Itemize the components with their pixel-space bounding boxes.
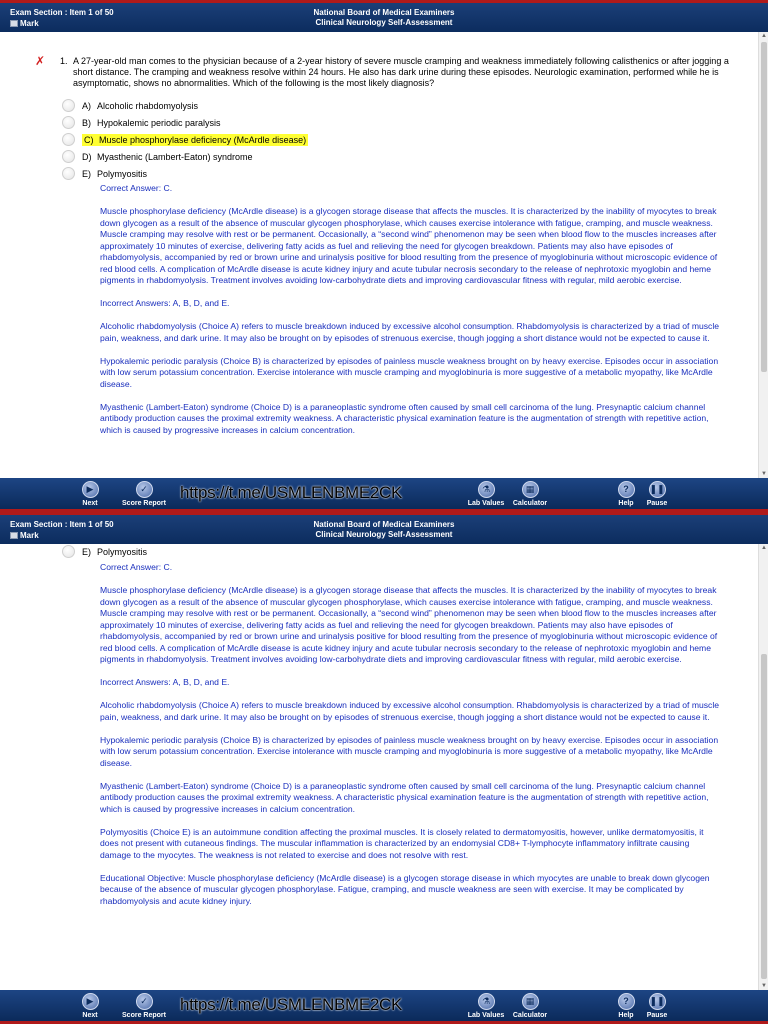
header-bar (0, 0, 768, 32)
exam-name: Clinical Neurology Self-Assessment (315, 530, 453, 539)
explanation-choice-d: Myasthenic (Lambert-Eaton) syndrome (Choice D) is a paraneoplastic syndrome often caused by small cell carcinoma of the lung. Presynaptic calcium channel antibody production causes the proximal extremity weakness. A characteristic physical examination feature is the augmentation of strength with repetitive action, which is caused by progressive increases in calcium concentration. (100, 780, 709, 814)
radio-icon[interactable] (62, 99, 75, 112)
answer-option-c[interactable]: C) Muscle phosphorylase deficiency (McArdle disease) (62, 131, 362, 148)
help-icon: ? (618, 481, 635, 498)
pause-button[interactable]: ❚❚ Pause (632, 993, 682, 1019)
section-label: Exam Section : Item 1 of 50 (10, 8, 114, 17)
watermark-link: https://t.me/USMLENBME2CK (180, 483, 403, 502)
calculator-icon: ▦ (522, 993, 539, 1010)
scroll-thumb[interactable] (761, 654, 767, 979)
scroll-down-icon[interactable]: ▼ (761, 983, 767, 989)
exam-title (0, 8, 768, 28)
scroll-up-icon[interactable]: ▲ (761, 545, 767, 551)
play-icon: ▶ (82, 481, 99, 498)
answer-list (62, 97, 362, 182)
mark-label: Mark (20, 19, 39, 28)
radio-icon[interactable] (62, 133, 75, 146)
toolbar (0, 990, 768, 1024)
calculator-button[interactable]: ▦ Calculator (505, 993, 555, 1019)
answer-option-b[interactable]: B) Hypokalemic periodic paralysis (62, 114, 362, 131)
help-icon: ? (618, 993, 635, 1010)
explanation (100, 183, 720, 448)
header-bar (0, 512, 768, 544)
exam-title (0, 520, 768, 540)
lab-values-button[interactable]: ⚗ Lab Values (461, 993, 511, 1019)
scrollbar[interactable] (758, 544, 768, 990)
explanation-choice-e: Polymyositis (Choice E) is an autoimmune condition affecting the proximal muscles. It is closely related to dermatomyositis, however, unlike dermatomyositis, it does not present with cutaneous findings. The muscular inflammation is characterized by an endomysial CD8+ T-lymphocyte inflammatory infiltrate causing damage to the myocytes. The weakness is not related to exercise and does not resolve with rest. (100, 826, 704, 860)
flag-x-icon: ✗ (35, 54, 46, 68)
section-label: Exam Section : Item 1 of 50 (10, 520, 114, 529)
radio-icon[interactable] (62, 150, 75, 163)
org-name: National Board of Medical Examiners (313, 8, 455, 17)
question-content (0, 544, 758, 990)
explanation-choice-b: Hypokalemic periodic paralysis (Choice B) is characterized by episodes of painless muscle weakness brought on by heavy exercise. Episodes occur in association with low serum potassium concentration. Exercise intolerance with muscle cramping and myoglobinuria is more suggestive of a metabolic myopathy, like McArdle disease. (100, 734, 719, 768)
explanation-choice-a: Alcoholic rhabdomyolysis (Choice A) refers to muscle breakdown induced by excessive alcohol consumption. Rhabdomyolysis is characterized by a triad of muscle pain, weakness, and dark urine. It may also be brought on by episodes of strenuous exercise, though jogging a short distance would not be expected to cause it. (100, 700, 720, 722)
pause-button[interactable]: ❚❚ Pause (632, 481, 682, 507)
org-name: National Board of Medical Examiners (313, 520, 455, 529)
flask-icon: ⚗ (478, 481, 495, 498)
explanation-choice-b: Hypokalemic periodic paralysis (Choice B) is characterized by episodes of painless muscle weakness brought on by heavy exercise. Episodes occur in association with low serum potassium concentration. Exercise intolerance with muscle cramping and myoglobinuria is more suggestive of a metabolic myopathy, like McArdle disease. (100, 355, 719, 389)
correct-answer: Correct Answer: C. (100, 183, 173, 193)
exam-window-bottom (0, 512, 768, 1024)
question-stem (60, 56, 750, 89)
score-report-button[interactable]: ✓ Score Report (119, 993, 169, 1019)
answer-option-e[interactable]: E) Polymyositis (62, 165, 362, 182)
mark-label: Mark (20, 531, 39, 540)
radio-icon[interactable] (62, 545, 75, 558)
question-number: 1. (60, 56, 68, 66)
radio-icon[interactable] (62, 167, 75, 180)
answer-list (62, 544, 362, 559)
help-button[interactable]: ? Help (601, 993, 651, 1019)
incorrect-answers: Incorrect Answers: A, B, D, and E. (100, 298, 230, 308)
question-content (0, 32, 758, 478)
explanation-choice-a: Alcoholic rhabdomyolysis (Choice A) refers to muscle breakdown induced by excessive alcohol consumption. Rhabdomyolysis is characterized by a triad of muscle pain, weakness, and dark urine. It may also be brought on by episodes of strenuous exercise, though jogging a short distance would not be expected to cause it. (100, 321, 720, 343)
exam-name: Clinical Neurology Self-Assessment (315, 18, 453, 27)
pause-icon: ❚❚ (649, 993, 666, 1010)
next-button[interactable]: ▶ Next (65, 481, 115, 507)
answer-option-a[interactable]: A) Alcoholic rhabdomyolysis (62, 97, 362, 114)
explanation-main: Muscle phosphorylase deficiency (McArdle disease) is a glycogen storage disease that affects the muscles. It is characterized by the inability of myocytes to break down glycogen as a result of the absence of muscular glycogen phosphorylase, which causes exercise intolerance with fatigue, cramping, and muscle weakness. Muscle cramping may resolve with rest or be permanent. Occasionally, a “second wind” phenomenon may be seen when blood flow to the muscles increases after approximately 10 minutes of exercise, delivering fatty acids as fuel and relieving the need for glycogen breakdown. Patients may also have episodes of rhabdomyolysis, accompanied by red or brown urine and urinalysis positive for blood resulting from the presence of myoglobinuria without microscopic evidence of red blood cells. A complication of McArdle disease is acute kidney injury and acute tubular necrosis secondary to the release of nephrotoxic myoglobin and heme pigments in rhabdomyolysis. Treatment involves avoiding low-carbohydrate diets and improving cardiovascular fitness with regular, mild aerobic exercise. (100, 206, 718, 285)
explanation-main: Muscle phosphorylase deficiency (McArdle disease) is a glycogen storage disease that affects the muscles. It is characterized by the inability of myocytes to break down glycogen as a result of the absence of muscular glycogen phosphorylase, which causes exercise intolerance with fatigue, cramping, and muscle weakness. Muscle cramping may resolve with rest or be permanent. Occasionally, a “second wind” phenomenon may be seen when blood flow to the muscles increases after approximately 10 minutes of exercise, delivering fatty acids as fuel and relieving the need for glycogen breakdown. Patients may also have episodes of rhabdomyolysis, accompanied by red or brown urine and urinalysis positive for blood resulting from the presence of myoglobinuria without microscopic evidence of red blood cells. A complication of McArdle disease is acute kidney injury and acute tubular necrosis secondary to the release of nephrotoxic myoglobin and heme pigments in rhabdomyolysis. Treatment involves avoiding low-carbohydrate diets and improving cardiovascular fitness with regular, mild aerobic exercise. (100, 585, 718, 664)
lab-values-button[interactable]: ⚗ Lab Values (461, 481, 511, 507)
play-icon: ▶ (82, 993, 99, 1010)
correct-answer: Correct Answer: C. (100, 562, 173, 572)
pause-icon: ❚❚ (649, 481, 666, 498)
answer-option-d[interactable]: D) Myasthenic (Lambert-Eaton) syndrome (62, 148, 362, 165)
checkmark-icon: ✓ (136, 481, 153, 498)
answer-option-e[interactable]: E) Polymyositis (62, 544, 362, 559)
scroll-thumb[interactable] (761, 42, 767, 372)
question-text: A 27-year-old man comes to the physician because of a 2-year history of severe muscle cramping and weakness immediately following calisthenics or after jogging a short distance. The cramping and weakness resolve within 24 hours. He also has dark urine during these episodes. Neurologic examination, performed while he is asymptomatic, shows no abnormalities. Which of the following is the most likely diagnosis? (73, 56, 729, 88)
radio-icon[interactable] (62, 116, 75, 129)
score-report-button[interactable]: ✓ Score Report (119, 481, 169, 507)
toolbar (0, 478, 768, 512)
explanation-choice-d: Myasthenic (Lambert-Eaton) syndrome (Choice D) is a paraneoplastic syndrome often caused by small cell carcinoma of the lung. Presynaptic calcium channel antibody production causes the proximal extremity weakness. A characteristic physical examination feature is the augmentation of strength with repetitive action, which is caused by progressive increases in calcium concentration. (100, 401, 709, 435)
checkmark-icon: ✓ (136, 993, 153, 1010)
watermark-link: https://t.me/USMLENBME2CK (180, 995, 403, 1014)
flask-icon: ⚗ (478, 993, 495, 1010)
explanation (100, 562, 720, 919)
calculator-icon: ▦ (522, 481, 539, 498)
incorrect-answers: Incorrect Answers: A, B, D, and E. (100, 677, 230, 687)
next-button[interactable]: ▶ Next (65, 993, 115, 1019)
scroll-up-icon[interactable]: ▲ (761, 33, 767, 39)
educational-objective: Educational Objective: Muscle phosphorylase deficiency (McArdle disease) is a glycogen storage disease in which myocytes are unable to break down glycogen because of the absence of muscular glycogen phosphorylase. Fatigue, cramping, and muscle weakness are seen with exercise. It may be complicated by rhabdomyolysis and acute kidney injury. (100, 872, 710, 906)
scroll-down-icon[interactable]: ▼ (761, 471, 767, 477)
scrollbar[interactable] (758, 32, 768, 478)
calculator-button[interactable]: ▦ Calculator (505, 481, 555, 507)
help-button[interactable]: ? Help (601, 481, 651, 507)
